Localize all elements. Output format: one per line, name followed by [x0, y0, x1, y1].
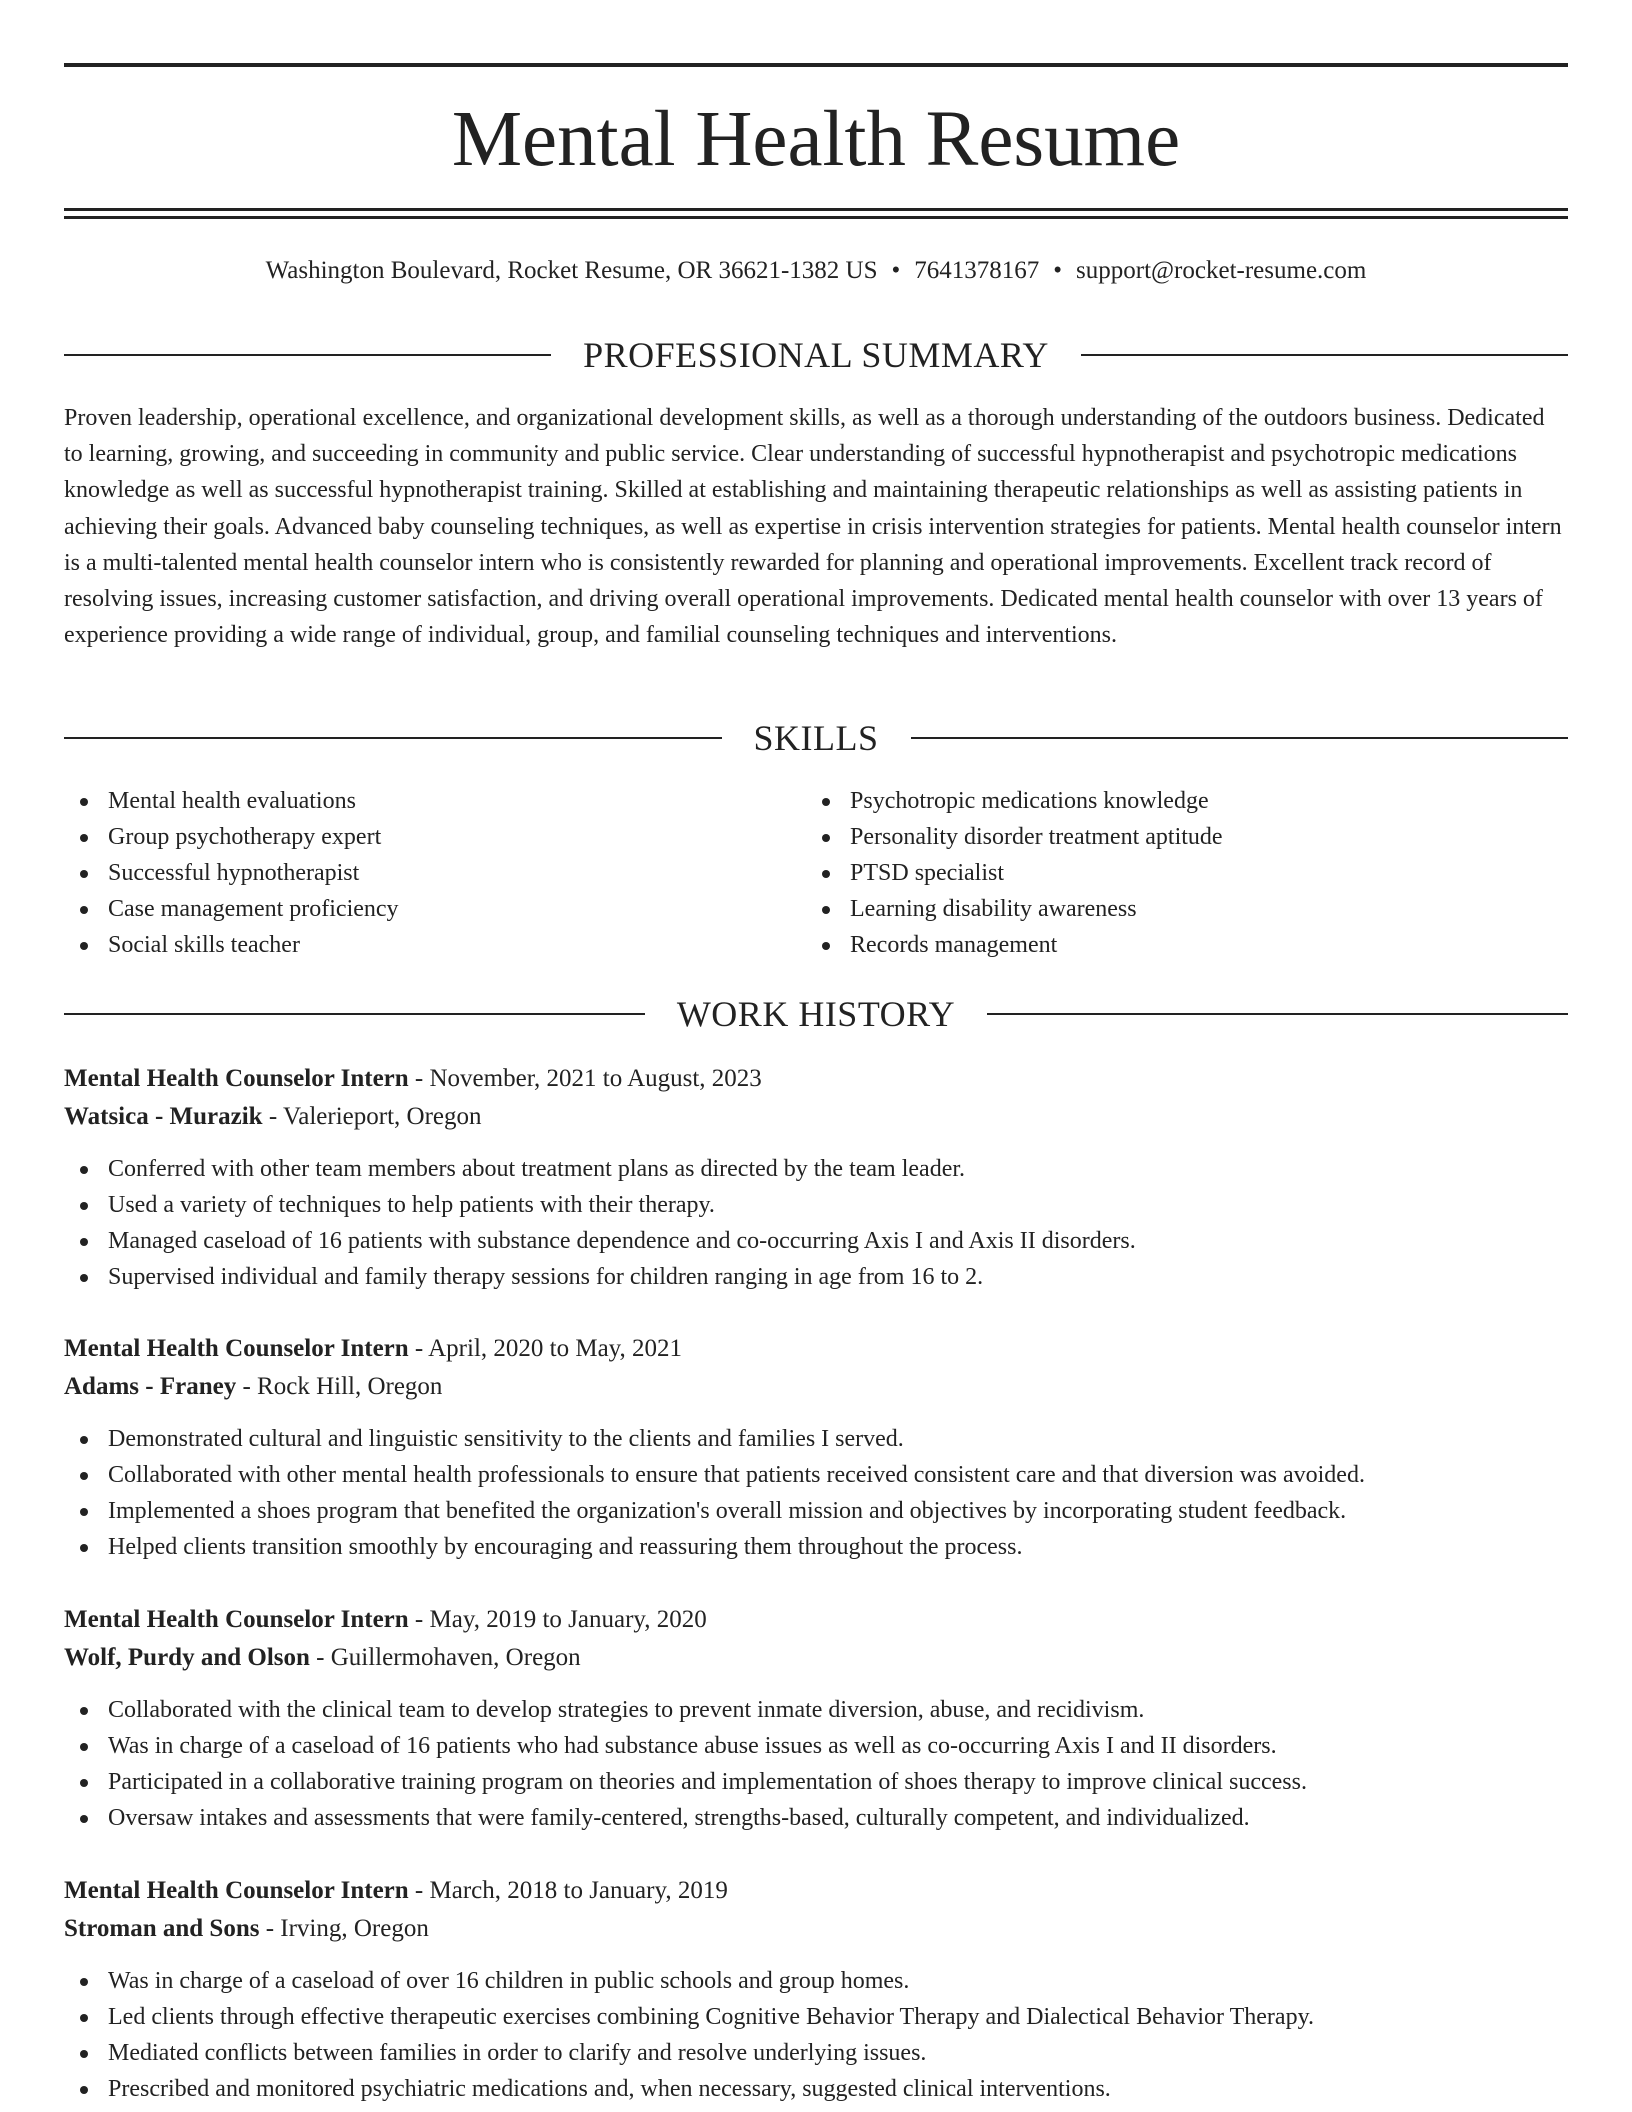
- job-company: Watsica - Murazik: [64, 1103, 263, 1130]
- work-section-header: [64, 992, 1568, 1036]
- job-dates: March, 2018 to January, 2019: [429, 1877, 728, 1904]
- job-entry: [64, 1330, 1568, 1565]
- job-location: Irving, Oregon: [280, 1915, 429, 1942]
- skills-list-right: [806, 783, 1546, 963]
- section-rule: [64, 737, 722, 739]
- job-title-line: [64, 1060, 1568, 1098]
- job-location: Valerieport, Oregon: [282, 1103, 482, 1130]
- job-bullet: Participated in a collaborative training program on theories and implementation of shoes therapy to improve clinical success.: [64, 1764, 1568, 1800]
- job-bullet: Prescribed and monitored psychiatric medications and, when necessary, suggested clinical interventions.: [64, 2071, 1568, 2107]
- contact-separator: •: [891, 257, 901, 284]
- contact-line: [64, 254, 1568, 288]
- job-dash: -: [408, 1065, 430, 1092]
- work-heading: WORK HISTORY: [676, 994, 956, 1034]
- job-title-line: [64, 1601, 1568, 1639]
- job-dash: -: [408, 1877, 430, 1904]
- job-title: Mental Health Counselor Intern: [64, 1606, 409, 1633]
- job-entry: [64, 1872, 1568, 2107]
- job-bullet: Led clients through effective therapeutic exercises combining Cognitive Behavior Therapy and Dialectical Behavior Therapy.: [64, 1999, 1568, 2035]
- contact-address: Washington Boulevard, Rocket Resume, OR 36621-1382 US: [265, 257, 878, 284]
- section-rule: [64, 354, 551, 356]
- job-dash: -: [408, 1606, 430, 1633]
- job-bullet: Was in charge of a caseload of 16 patients who had substance abuse issues as well as co-occurring Axis I and II disorders.: [64, 1728, 1568, 1764]
- job-company: Adams - Franey: [64, 1373, 237, 1400]
- job-company-line: [64, 1910, 1568, 1948]
- job-title-line: [64, 1872, 1568, 1910]
- job-title: Mental Health Counselor Intern: [64, 1065, 409, 1092]
- job-bullets: [64, 1963, 1568, 2107]
- job-bullet: Used a variety of techniques to help patients with their therapy.: [64, 1187, 1568, 1223]
- job-title: Mental Health Counselor Intern: [64, 1335, 409, 1362]
- job-dash: -: [236, 1373, 258, 1400]
- job-company-line: [64, 1098, 1568, 1136]
- contact-phone: 7641378167: [914, 257, 1040, 284]
- job-location: Rock Hill, Oregon: [257, 1373, 443, 1400]
- job-dash: -: [309, 1644, 331, 1671]
- job-company-line: [64, 1368, 1568, 1406]
- skill-item: Personality disorder treatment aptitude: [806, 819, 1546, 855]
- summary-text: Proven leadership, operational excellence, and organizational development skills, as well as a thorough understanding of the outdoors business. Dedicated to learning, growing, and succeeding in community and public service. Clear understanding of successful hypnotherapist and psychotropic medications knowledge as well as successful hypnotherapist training. Skilled at establishing and maintaining therapeutic relationships as well as assisting patients in achieving their goals. Advanced baby counseling techniques, as well as expertise in crisis intervention strategies for patients. Mental health counselor intern is a multi-talented mental health counselor intern who is consistently rewarded for planning and operational improvements. Excellent track record of resolving issues, increasing customer satisfaction, and driving overall operational improvements. Dedicated mental health counselor with over 13 years of experience providing a wide range of individual, group, and familial counseling techniques and interventions.: [64, 405, 1562, 649]
- title-underline-rule: [64, 208, 1568, 211]
- resume-title: Mental Health Resume: [451, 96, 1181, 183]
- job-bullet: Conferred with other team members about treatment plans as directed by the team leader.: [64, 1151, 1568, 1187]
- job-dates: May, 2019 to January, 2020: [429, 1606, 707, 1633]
- job-bullets: [64, 1421, 1568, 1565]
- skill-item: Records management: [806, 927, 1546, 963]
- job-company: Wolf, Purdy and Olson: [64, 1644, 310, 1671]
- job-bullet: Mediated conflicts between families in order to clarify and resolve underlying issues.: [64, 2035, 1568, 2071]
- section-rule: [987, 1013, 1568, 1015]
- skill-item: Case management proficiency: [64, 891, 804, 927]
- skills-heading: SKILLS: [753, 718, 879, 758]
- title-underline-rule: [64, 216, 1568, 219]
- job-title: Mental Health Counselor Intern: [64, 1877, 409, 1904]
- job-dash: -: [408, 1335, 429, 1362]
- summary-section-header: [64, 333, 1568, 377]
- section-rule: [911, 737, 1569, 739]
- job-company: Stroman and Sons: [64, 1915, 260, 1942]
- contact-separator: •: [1053, 257, 1063, 284]
- skill-item: Successful hypnotherapist: [64, 855, 804, 891]
- job-bullets: [64, 1692, 1568, 1836]
- section-rule: [64, 1013, 645, 1015]
- section-rule: [1081, 354, 1568, 356]
- job-bullet: Demonstrated cultural and linguistic sensitivity to the clients and families I served.: [64, 1421, 1568, 1457]
- skill-item: Social skills teacher: [64, 927, 804, 963]
- job-dash: -: [262, 1103, 283, 1130]
- job-dash: -: [259, 1915, 281, 1942]
- job-title-line: [64, 1330, 1568, 1368]
- skills-section-header: [64, 716, 1568, 760]
- skills-list-left: [64, 783, 804, 963]
- job-company-line: [64, 1639, 1568, 1677]
- job-bullet: Oversaw intakes and assessments that were family-centered, strengths-based, culturally competent, and individualized.: [64, 1800, 1568, 1836]
- job-bullet: Implemented a shoes program that benefited the organization's overall mission and objectives by incorporating student feedback.: [64, 1493, 1568, 1529]
- job-entry: [64, 1060, 1568, 1295]
- skill-item: Mental health evaluations: [64, 783, 804, 819]
- job-location: Guillermohaven, Oregon: [330, 1644, 581, 1671]
- job-bullet: Was in charge of a caseload of over 16 children in public schools and group homes.: [64, 1963, 1568, 1999]
- job-bullets: [64, 1151, 1568, 1295]
- job-entry: [64, 1601, 1568, 1836]
- job-dates: April, 2020 to May, 2021: [428, 1335, 683, 1362]
- job-bullet: Helped clients transition smoothly by encouraging and reassuring them throughout the process.: [64, 1529, 1568, 1565]
- job-bullet: Supervised individual and family therapy sessions for children ranging in age from 16 to 2.: [64, 1259, 1568, 1295]
- skill-item: Psychotropic medications knowledge: [806, 783, 1546, 819]
- job-bullet: Managed caseload of 16 patients with substance dependence and co-occurring Axis I and Axis II disorders.: [64, 1223, 1568, 1259]
- skill-item: PTSD specialist: [806, 855, 1546, 891]
- skill-item: Learning disability awareness: [806, 891, 1546, 927]
- summary-heading: PROFESSIONAL SUMMARY: [583, 335, 1049, 375]
- contact-email: support@rocket-resume.com: [1076, 257, 1367, 284]
- skill-item: Group psychotherapy expert: [64, 819, 804, 855]
- job-bullet: Collaborated with the clinical team to develop strategies to prevent inmate diversion, abuse, and recidivism.: [64, 1692, 1568, 1728]
- job-bullet: Collaborated with other mental health professionals to ensure that patients received consistent care and that diversion was avoided.: [64, 1457, 1568, 1493]
- top-rule: [64, 63, 1568, 67]
- job-dates: November, 2021 to August, 2023: [429, 1065, 762, 1092]
